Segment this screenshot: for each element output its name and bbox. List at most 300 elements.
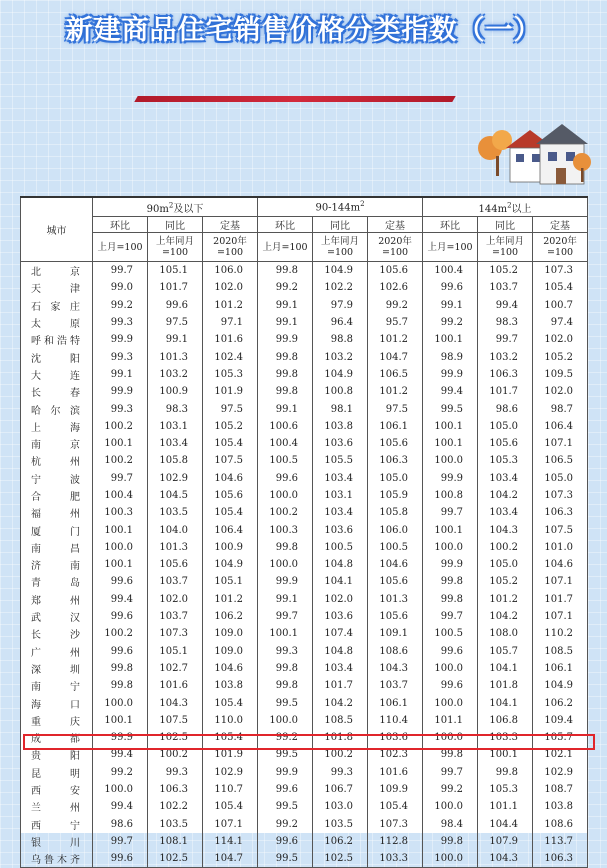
value-cell: 97.4: [533, 314, 588, 331]
value-cell: 97.1: [203, 314, 258, 331]
value-cell: 105.4: [203, 798, 258, 815]
value-cell: 99.9: [423, 556, 478, 573]
table-row: [21, 764, 588, 781]
value-cell: 99.9: [423, 366, 478, 383]
value-cell: 106.5: [368, 366, 423, 383]
value-cell: 99.1: [423, 297, 478, 314]
city-header: 城市: [21, 197, 93, 262]
value-cell: 104.3: [148, 694, 203, 711]
value-cell: 110.0: [203, 712, 258, 729]
city-cell: 哈尔滨: [21, 400, 93, 417]
value-cell: 100.9: [203, 539, 258, 556]
value-cell: 103.6: [313, 608, 368, 625]
value-cell: 103.0: [313, 798, 368, 815]
city-cell: 银川: [21, 833, 93, 850]
city-cell: 深圳: [21, 660, 93, 677]
value-cell: 100.2: [93, 418, 148, 435]
value-cell: 105.7: [478, 643, 533, 660]
value-cell: 106.4: [203, 521, 258, 538]
value-cell: 103.1: [148, 418, 203, 435]
value-cell: 103.4: [478, 504, 533, 521]
table-row: [21, 556, 588, 573]
sub-header-dj: 定基: [533, 217, 588, 233]
value-cell: 99.6: [258, 781, 313, 798]
city-cell: 上海: [21, 418, 93, 435]
value-cell: 108.6: [368, 643, 423, 660]
value-cell: 108.6: [533, 816, 588, 833]
value-cell: 100.5: [368, 539, 423, 556]
table-row: [21, 573, 588, 590]
value-cell: 99.5: [258, 798, 313, 815]
value-cell: 103.5: [313, 816, 368, 833]
city-cell: 大连: [21, 366, 93, 383]
base-header-tb: 上年同月=100: [478, 233, 533, 262]
table-row: [21, 625, 588, 642]
value-cell: 107.4: [313, 625, 368, 642]
value-cell: 113.7: [533, 833, 588, 850]
city-cell: 南宁: [21, 677, 93, 694]
city-cell: 贵阳: [21, 746, 93, 763]
value-cell: 99.5: [258, 850, 313, 868]
value-cell: 101.8: [313, 729, 368, 746]
table-row: [21, 297, 588, 314]
value-cell: 101.1: [423, 712, 478, 729]
value-cell: 103.7: [148, 573, 203, 590]
table-row: [21, 833, 588, 850]
sub-header-hb: 环比: [423, 217, 478, 233]
value-cell: 106.1: [368, 694, 423, 711]
value-cell: 104.3: [368, 660, 423, 677]
highlight-box-kunming: [23, 734, 595, 750]
value-cell: 99.8: [258, 348, 313, 365]
value-cell: 104.6: [203, 470, 258, 487]
city-cell: 北京: [21, 262, 93, 280]
value-cell: 102.9: [148, 470, 203, 487]
value-cell: 99.4: [423, 383, 478, 400]
value-cell: 101.9: [203, 383, 258, 400]
value-cell: 105.1: [203, 573, 258, 590]
value-cell: 99.8: [93, 677, 148, 694]
value-cell: 100.5: [313, 539, 368, 556]
red-ribbon-decoration: [134, 96, 455, 102]
value-cell: 104.1: [313, 573, 368, 590]
value-cell: 105.3: [478, 781, 533, 798]
value-cell: 107.3: [533, 262, 588, 280]
value-cell: 101.2: [478, 591, 533, 608]
value-cell: 99.5: [423, 400, 478, 417]
value-cell: 99.6: [93, 850, 148, 868]
value-cell: 98.1: [313, 400, 368, 417]
value-cell: 101.3: [368, 591, 423, 608]
value-cell: 99.7: [93, 262, 148, 280]
value-cell: 99.7: [478, 331, 533, 348]
city-cell: 石家庄: [21, 297, 93, 314]
value-cell: 104.3: [478, 850, 533, 868]
value-cell: 100.1: [93, 521, 148, 538]
value-cell: 101.9: [203, 746, 258, 763]
table-row: [21, 521, 588, 538]
value-cell: 100.0: [423, 660, 478, 677]
table-row: [21, 487, 588, 504]
value-cell: 104.2: [478, 487, 533, 504]
value-cell: 101.6: [148, 677, 203, 694]
value-cell: 103.7: [368, 677, 423, 694]
base-header-tb: 上年同月=100: [148, 233, 203, 262]
table-row: [21, 816, 588, 833]
table-row: [21, 348, 588, 365]
value-cell: 99.3: [93, 400, 148, 417]
sub-header-dj: 定基: [368, 217, 423, 233]
value-cell: 99.6: [423, 643, 478, 660]
houses-illustration: [470, 118, 600, 188]
value-cell: 107.9: [478, 833, 533, 850]
value-cell: 105.0: [533, 470, 588, 487]
value-cell: 105.2: [533, 348, 588, 365]
value-cell: 101.2: [203, 591, 258, 608]
value-cell: 100.7: [533, 297, 588, 314]
value-cell: 95.7: [368, 314, 423, 331]
value-cell: 107.1: [533, 435, 588, 452]
value-cell: 102.6: [368, 279, 423, 296]
value-cell: 102.5: [148, 729, 203, 746]
value-cell: 102.2: [148, 798, 203, 815]
value-cell: 99.0: [93, 279, 148, 296]
value-cell: 103.7: [478, 279, 533, 296]
value-cell: 106.5: [533, 452, 588, 469]
value-cell: 100.4: [258, 435, 313, 452]
value-cell: 99.6: [148, 297, 203, 314]
value-cell: 108.7: [533, 781, 588, 798]
value-cell: 108.5: [533, 643, 588, 660]
value-cell: 106.2: [533, 694, 588, 711]
group-header-large: $144m^2$以上: [423, 197, 588, 217]
value-cell: 103.3: [368, 850, 423, 868]
value-cell: 107.5: [203, 452, 258, 469]
value-cell: 103.2: [313, 348, 368, 365]
table-row: [21, 504, 588, 521]
value-cell: 99.6: [93, 643, 148, 660]
value-cell: 106.1: [368, 418, 423, 435]
value-cell: 100.1: [93, 556, 148, 573]
city-cell: 济南: [21, 556, 93, 573]
sub-header-hb: 环比: [93, 217, 148, 233]
value-cell: 105.6: [368, 262, 423, 280]
value-cell: 106.3: [533, 850, 588, 868]
table-row: [21, 435, 588, 452]
value-cell: 105.4: [203, 504, 258, 521]
value-cell: 99.6: [423, 279, 478, 296]
value-cell: 106.2: [313, 833, 368, 850]
value-cell: 110.7: [203, 781, 258, 798]
value-cell: 104.9: [533, 677, 588, 694]
value-cell: 99.7: [93, 470, 148, 487]
value-cell: 104.1: [478, 694, 533, 711]
value-cell: 102.2: [313, 279, 368, 296]
value-cell: 109.9: [368, 781, 423, 798]
value-cell: 107.1: [203, 816, 258, 833]
value-cell: 101.2: [203, 297, 258, 314]
value-cell: 103.4: [478, 470, 533, 487]
value-cell: 100.0: [93, 694, 148, 711]
base-header-dj: 2020年=100: [533, 233, 588, 262]
value-cell: 99.8: [423, 746, 478, 763]
value-cell: 102.0: [533, 383, 588, 400]
value-cell: 100.0: [93, 539, 148, 556]
value-cell: 101.2: [368, 383, 423, 400]
value-cell: 103.5: [148, 816, 203, 833]
value-cell: 100.3: [258, 521, 313, 538]
value-cell: 102.0: [533, 331, 588, 348]
value-cell: 100.1: [423, 331, 478, 348]
table-row: [21, 314, 588, 331]
value-cell: 100.4: [423, 262, 478, 280]
value-cell: 99.4: [93, 746, 148, 763]
city-cell: 天津: [21, 279, 93, 296]
value-cell: 104.5: [148, 487, 203, 504]
value-cell: 99.8: [93, 660, 148, 677]
value-cell: 99.3: [93, 314, 148, 331]
value-cell: 106.8: [478, 712, 533, 729]
base-header-hb: 上月=100: [93, 233, 148, 262]
value-cell: 99.3: [93, 348, 148, 365]
city-cell: 昆明: [21, 764, 93, 781]
value-cell: 103.4: [313, 504, 368, 521]
table-row: [21, 262, 588, 280]
value-cell: 109.5: [533, 366, 588, 383]
value-cell: 100.0: [423, 729, 478, 746]
value-cell: 99.2: [93, 297, 148, 314]
value-cell: 99.3: [258, 643, 313, 660]
value-cell: 97.9: [313, 297, 368, 314]
value-cell: 105.9: [368, 487, 423, 504]
value-cell: 106.3: [478, 366, 533, 383]
value-cell: 103.7: [148, 608, 203, 625]
value-cell: 99.2: [93, 764, 148, 781]
value-cell: 106.0: [368, 521, 423, 538]
value-cell: 104.6: [203, 660, 258, 677]
value-cell: 100.0: [258, 712, 313, 729]
table-row: [21, 279, 588, 296]
value-cell: 110.2: [533, 625, 588, 642]
value-cell: 103.8: [533, 798, 588, 815]
value-cell: 102.3: [368, 746, 423, 763]
value-cell: 99.8: [258, 366, 313, 383]
value-cell: 99.2: [423, 781, 478, 798]
value-cell: 103.8: [203, 677, 258, 694]
value-cell: 100.1: [423, 418, 478, 435]
base-header-dj: 2020年=100: [368, 233, 423, 262]
value-cell: 99.8: [258, 660, 313, 677]
value-cell: 100.0: [423, 798, 478, 815]
value-cell: 102.0: [203, 279, 258, 296]
value-cell: 105.2: [203, 418, 258, 435]
value-cell: 99.1: [258, 297, 313, 314]
value-cell: 100.1: [93, 712, 148, 729]
value-cell: 104.0: [148, 521, 203, 538]
value-cell: 108.5: [313, 712, 368, 729]
value-cell: 100.1: [478, 746, 533, 763]
value-cell: 101.7: [533, 591, 588, 608]
value-cell: 99.9: [258, 764, 313, 781]
value-cell: 107.5: [533, 521, 588, 538]
city-cell: 呼和浩特: [21, 331, 93, 348]
value-cell: 105.7: [533, 729, 588, 746]
value-cell: 103.4: [313, 660, 368, 677]
value-cell: 107.5: [148, 712, 203, 729]
value-cell: 100.0: [423, 539, 478, 556]
value-cell: 112.8: [368, 833, 423, 850]
value-cell: 105.6: [368, 435, 423, 452]
city-cell: 福州: [21, 504, 93, 521]
value-cell: 99.9: [93, 729, 148, 746]
value-cell: 107.3: [368, 816, 423, 833]
value-cell: 103.2: [148, 366, 203, 383]
value-cell: 99.3: [148, 764, 203, 781]
value-cell: 98.4: [423, 816, 478, 833]
value-cell: 105.0: [478, 418, 533, 435]
table-row: [21, 591, 588, 608]
city-cell: 武汉: [21, 608, 93, 625]
value-cell: 98.6: [93, 816, 148, 833]
value-cell: 104.4: [478, 816, 533, 833]
value-cell: 99.6: [93, 608, 148, 625]
value-cell: 105.1: [148, 643, 203, 660]
value-cell: 100.9: [148, 383, 203, 400]
city-cell: 乌鲁木齐: [21, 850, 93, 868]
value-cell: 107.1: [533, 573, 588, 590]
value-cell: 100.0: [423, 850, 478, 868]
city-cell: 南昌: [21, 539, 93, 556]
value-cell: 102.5: [313, 850, 368, 868]
table-row: [21, 608, 588, 625]
group-header-medium: $90-144m^2$: [258, 197, 423, 217]
value-cell: 108.1: [148, 833, 203, 850]
value-cell: 98.6: [478, 400, 533, 417]
value-cell: 105.6: [368, 573, 423, 590]
base-header-hb: 上月=100: [423, 233, 478, 262]
value-cell: 99.2: [258, 816, 313, 833]
value-cell: 106.3: [533, 504, 588, 521]
value-cell: 105.8: [148, 452, 203, 469]
city-cell: 成都: [21, 729, 93, 746]
value-cell: 110.4: [368, 712, 423, 729]
value-cell: 101.8: [478, 677, 533, 694]
city-cell: 郑州: [21, 591, 93, 608]
value-cell: 100.0: [423, 452, 478, 469]
value-cell: 98.3: [148, 400, 203, 417]
base-header-dj: 2020年=100: [203, 233, 258, 262]
value-cell: 99.8: [258, 539, 313, 556]
value-cell: 103.1: [313, 487, 368, 504]
value-cell: 99.8: [258, 262, 313, 280]
value-cell: 99.2: [368, 297, 423, 314]
value-cell: 104.6: [368, 556, 423, 573]
value-cell: 101.0: [533, 539, 588, 556]
value-cell: 106.7: [313, 781, 368, 798]
sub-header-hb: 环比: [258, 217, 313, 233]
value-cell: 105.6: [478, 435, 533, 452]
value-cell: 99.9: [258, 331, 313, 348]
city-cell: 青岛: [21, 573, 93, 590]
base-header-tb: 上年同月=100: [313, 233, 368, 262]
value-cell: 99.8: [423, 573, 478, 590]
table-row: [21, 677, 588, 694]
value-cell: 97.5: [148, 314, 203, 331]
value-cell: 105.1: [148, 262, 203, 280]
value-cell: 100.2: [258, 504, 313, 521]
value-cell: 99.3: [313, 764, 368, 781]
value-cell: 99.1: [93, 366, 148, 383]
value-cell: 99.8: [423, 591, 478, 608]
value-cell: 104.9: [203, 556, 258, 573]
value-cell: 105.4: [533, 279, 588, 296]
value-cell: 99.1: [148, 331, 203, 348]
value-cell: 99.6: [258, 470, 313, 487]
city-cell: 合肥: [21, 487, 93, 504]
value-cell: 101.3: [148, 539, 203, 556]
sub-header-dj: 定基: [203, 217, 258, 233]
city-cell: 广州: [21, 643, 93, 660]
value-cell: 105.4: [203, 729, 258, 746]
sub-header-tb: 同比: [478, 217, 533, 233]
value-cell: 98.8: [313, 331, 368, 348]
value-cell: 105.0: [478, 556, 533, 573]
value-cell: 104.6: [533, 556, 588, 573]
value-cell: 114.1: [203, 833, 258, 850]
value-cell: 97.5: [368, 400, 423, 417]
value-cell: 103.4: [148, 435, 203, 452]
value-cell: 104.8: [313, 643, 368, 660]
value-cell: 107.3: [148, 625, 203, 642]
value-cell: 100.1: [423, 521, 478, 538]
value-cell: 99.7: [423, 764, 478, 781]
value-cell: 107.1: [533, 608, 588, 625]
value-cell: 106.0: [203, 262, 258, 280]
value-cell: 104.3: [478, 521, 533, 538]
value-cell: 103.4: [313, 470, 368, 487]
value-cell: 105.6: [203, 487, 258, 504]
value-cell: 100.8: [313, 383, 368, 400]
value-cell: 106.1: [533, 660, 588, 677]
city-cell: 海口: [21, 694, 93, 711]
value-cell: 99.6: [423, 677, 478, 694]
table-row: [21, 400, 588, 417]
value-cell: 102.4: [203, 348, 258, 365]
value-cell: 101.1: [478, 798, 533, 815]
value-cell: 96.4: [313, 314, 368, 331]
table-row: [21, 470, 588, 487]
value-cell: 104.2: [478, 608, 533, 625]
city-cell: 厦门: [21, 521, 93, 538]
table-row: [21, 331, 588, 348]
value-cell: 99.8: [423, 833, 478, 850]
table-row: [21, 643, 588, 660]
value-cell: 105.3: [478, 452, 533, 469]
value-cell: 99.1: [258, 400, 313, 417]
value-cell: 107.3: [533, 487, 588, 504]
value-cell: 109.1: [368, 625, 423, 642]
value-cell: 103.6: [368, 729, 423, 746]
value-cell: 102.5: [148, 850, 203, 868]
value-cell: 100.5: [258, 452, 313, 469]
value-cell: 108.0: [478, 625, 533, 642]
value-cell: 99.1: [258, 314, 313, 331]
value-cell: 106.3: [148, 781, 203, 798]
value-cell: 100.0: [93, 781, 148, 798]
sub-header-tb: 同比: [148, 217, 203, 233]
city-cell: 宁波: [21, 470, 93, 487]
table-row: [21, 366, 588, 383]
